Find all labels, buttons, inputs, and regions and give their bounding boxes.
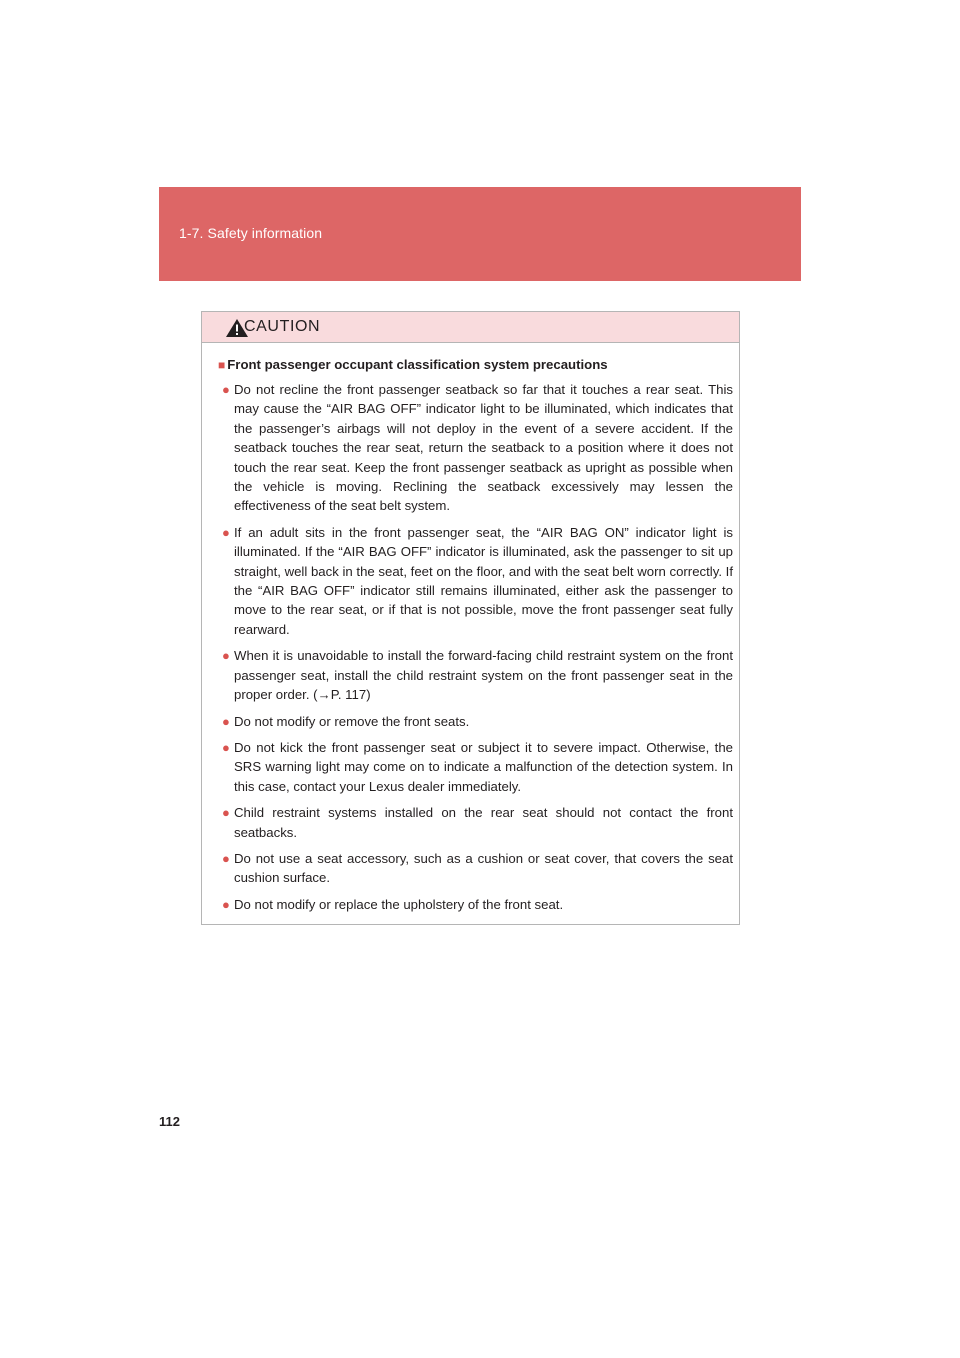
- caution-subheading: [218, 355, 733, 375]
- square-bullet-icon: ■: [218, 358, 226, 372]
- bullet-dot-icon: ●: [222, 382, 230, 397]
- list-item-text: Do not recline the front passenger seatback so far that it touches a rear seat. This may cause the “AIR BAG OFF” indicator light to be illuminated, which indicates that the passenger’s airbags will not deploy in the event of a severe accident. If the seatback touches the rear seat, return the seatback to a position where it does not touch the rear seat. Keep the front passenger seatback as upright as possible when the vehicle is moving. Reclining the seatback excessively may lessen the effectiveness of the seat belt system.: [234, 382, 733, 514]
- section-title: 1-7. Safety information: [179, 225, 323, 241]
- list-item-text: Do not kick the front passenger seat or subject it to severe impact. Otherwise, the SRS warning light may come on to indicate a malfunction of the detection system. In this case, contact your Lexus dealer immediately.: [234, 739, 733, 794]
- page-number: 112: [159, 1114, 180, 1129]
- caution-subheading-text: Front passenger occupant classification system precautions: [227, 357, 608, 372]
- bullet-dot-icon: ●: [222, 524, 230, 540]
- bullet-dot-icon: ●: [222, 648, 230, 664]
- caution-body: [202, 343, 739, 914]
- list-item: [218, 803, 733, 842]
- list-item: [218, 712, 733, 731]
- list-item-text: Do not modify or remove the front seats.: [234, 713, 470, 729]
- list-item: [218, 738, 733, 796]
- caution-label: CAUTION: [244, 318, 321, 335]
- bullet-dot-icon: ●: [222, 713, 230, 729]
- bullet-dot-icon: ●: [222, 739, 230, 755]
- list-item-text: Child restraint systems installed on the rear seat should not contact the front seatbacks.: [234, 805, 733, 840]
- caution-header: [202, 312, 739, 343]
- list-item-text: When it is unavoidable to install the forward-facing child restraint system on the front passenger seat, install the child restraint system on the front passenger seat in the proper order. (→P. 117): [234, 648, 733, 703]
- bullet-dot-icon: ●: [222, 850, 230, 866]
- bullet-dot-icon: ●: [222, 896, 230, 912]
- list-item: [218, 523, 733, 639]
- bullet-dot-icon: ●: [222, 805, 230, 821]
- list-item: [218, 646, 733, 704]
- list-item: [218, 895, 733, 914]
- caution-list: [218, 380, 733, 914]
- list-item-text: If an adult sits in the front passenger seat, the “AIR BAG ON” indicator light is illuminated. If the “AIR BAG OFF” indicator is illuminated, ask the passenger to sit up straight, well back in the seat, feet on the floor, and with the seat belt worn correctly. If the “AIR BAG OFF” indicator still remains illuminated, either ask the passenger to move to the rear seat, or if that is not possible, move the front passenger seat fully rearward.: [234, 524, 733, 637]
- list-item-text: Do not modify or replace the upholstery of the front seat.: [234, 896, 564, 912]
- header-band: [159, 187, 801, 281]
- list-item-text: Do not use a seat accessory, such as a cushion or seat cover, that covers the seat cushion surface.: [234, 850, 733, 886]
- list-item: [218, 849, 733, 888]
- caution-box: [201, 311, 740, 925]
- list-item: [218, 380, 733, 516]
